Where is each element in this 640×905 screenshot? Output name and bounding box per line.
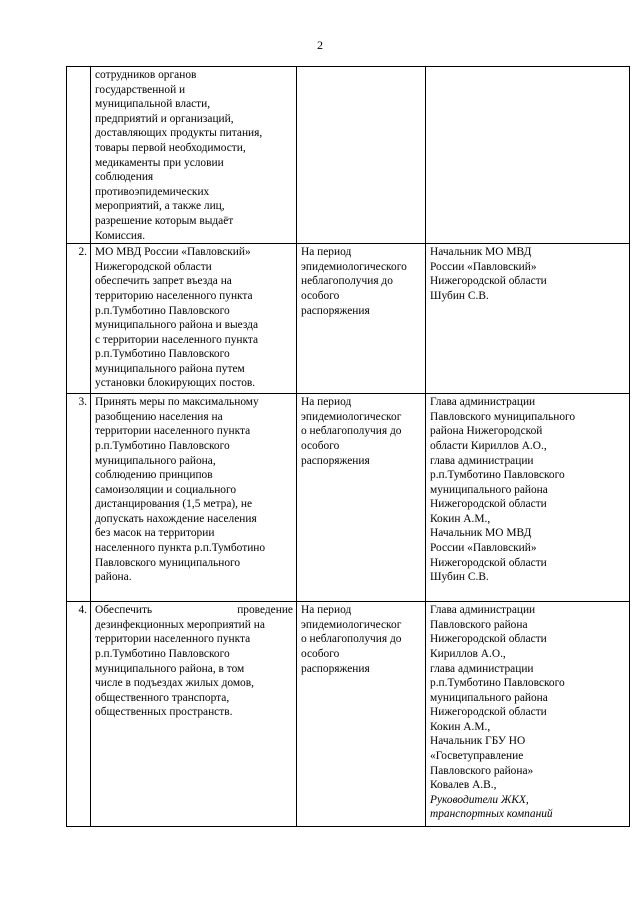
text-line: соблюдения [95, 171, 154, 184]
text-line: муниципального района, [95, 454, 216, 467]
text-line: На период [301, 396, 352, 409]
text-line: о неблагополучия до [301, 425, 402, 438]
table-row [67, 602, 630, 827]
text-line: соблюдению принципов [95, 469, 213, 482]
text-line: медикаменты при условии [95, 156, 224, 169]
text-line [95, 603, 293, 618]
text-line: особого [301, 439, 340, 452]
text-line: мероприятий, а также лиц, [95, 200, 225, 213]
text-line: эпидемиологического [301, 260, 407, 273]
term-cell [297, 244, 426, 394]
text-line: Нижегородской области [430, 498, 547, 511]
row-number: 4. [67, 602, 91, 827]
text-line: муниципального района [430, 691, 548, 704]
responsible-cell [426, 602, 630, 827]
text-line: Нижегородской области [430, 706, 547, 719]
text-line: Нижегородской области [430, 633, 547, 646]
text-line: предприятий и организаций, [95, 112, 234, 125]
measure-cell [91, 602, 297, 827]
text-line: муниципального района, в том [95, 662, 245, 675]
text-line: Шубин С.В. [430, 571, 489, 584]
text-line: р.п.Тумботино Павловского [95, 647, 230, 660]
text-line: Павловского района» [430, 764, 534, 777]
text-line: Глава администрации [430, 604, 536, 617]
text-line: р.п.Тумботино Павловского [430, 677, 565, 690]
text-line: допускать нахождение населения [95, 512, 257, 525]
text-line: обеспечить запрет въезда на [95, 275, 232, 288]
row-number [67, 67, 91, 244]
responsible-cell [426, 67, 630, 244]
text-line: Начальник ГБУ НО [430, 735, 526, 748]
text-line: дезинфекционных мероприятий на [95, 618, 265, 631]
text-line: Нижегородской области [430, 275, 547, 288]
text-line: р.п.Тумботино Павловского [430, 469, 565, 482]
row-number: 3. [67, 394, 91, 602]
text-line: муниципального района и выезда [95, 319, 258, 332]
text-line: Начальник МО МВД [430, 246, 532, 259]
text-line: распоряжения [301, 454, 370, 467]
text-line: общественных пространств. [95, 706, 233, 719]
text-line: Принять меры по максимальному [95, 396, 259, 409]
text-line: разобщению населения на [95, 410, 223, 423]
text-line: глава администрации [430, 454, 534, 467]
responsible-cell [426, 244, 630, 394]
measure-cell [91, 67, 297, 244]
text-line: Шубин С.В. [430, 289, 489, 302]
text-line: доставляющих продукты питания, [95, 127, 263, 140]
text-line: р.п.Тумботино Павловского [95, 348, 230, 361]
text-line: р.п.Тумботино Павловского [95, 439, 230, 452]
text-line: района Нижегородской [430, 425, 543, 438]
text-line: территорию населенного пункта [95, 289, 253, 302]
word: проведение [237, 604, 293, 617]
text-line: Кокин А.М., [430, 720, 491, 733]
text-line: глава администрации [430, 662, 534, 675]
text-line: Нижегородской области [95, 260, 212, 273]
text-line: противоэпидемических [95, 185, 210, 198]
text-line: без масок на территории [95, 527, 215, 540]
text-line: эпидемиологическог [301, 618, 402, 631]
text-line: территории населенного пункта [95, 425, 251, 438]
text-line: Павловского района [430, 618, 528, 631]
table-row [67, 67, 630, 244]
text-line: государственной и [95, 83, 186, 96]
text-line-italic: Руководители ЖКХ, [430, 793, 529, 806]
word: Обеспечить [95, 604, 153, 617]
text-line: о неблагополучия до [301, 633, 402, 646]
table-row [67, 244, 630, 394]
text-line: эпидемиологическог [301, 410, 402, 423]
text-line: Ковалев А.В., [430, 779, 497, 792]
text-line: МО МВД России «Павловский» [95, 246, 251, 259]
term-cell [297, 394, 426, 602]
text-line: Павловского муниципального [95, 556, 241, 569]
text-line: муниципальной власти, [95, 98, 211, 111]
text-line: распоряжения [301, 662, 370, 675]
text-line: общественного транспорта, [95, 691, 230, 704]
text-line: Нижегородской области [430, 556, 547, 569]
text-line: России «Павловский» [430, 260, 537, 273]
term-cell [297, 67, 426, 244]
term-cell [297, 602, 426, 827]
text-line: «Госветуправление [430, 750, 524, 763]
text-line: товары первой необходимости, [95, 141, 246, 154]
text-line: Павловского муниципального [430, 410, 576, 423]
table-row [67, 394, 630, 602]
page-number: 2 [317, 38, 323, 52]
text-line: Кокин А.М., [430, 512, 491, 525]
row-number: 2. [67, 244, 91, 394]
text-line: муниципального района путем [95, 362, 245, 375]
text-line: установки блокирующих постов. [95, 377, 256, 390]
text-line: неблагополучия до [301, 275, 393, 288]
responsible-cell [426, 394, 630, 602]
text-line: территории населенного пункта [95, 633, 251, 646]
text-line: дистанцирования (1,5 метра), не [95, 498, 253, 511]
measure-cell [91, 394, 297, 602]
text-line: области Кириллов А.О., [430, 439, 547, 452]
text-line: Глава администрации [430, 396, 536, 409]
text-line: особого [301, 647, 340, 660]
text-line: муниципального района [430, 483, 548, 496]
text-line: числе в подъездах жилых домов, [95, 677, 254, 690]
measures-table [66, 66, 630, 827]
text-line: На период [301, 246, 352, 259]
text-line: особого [301, 289, 340, 302]
text-line: Начальник МО МВД [430, 527, 532, 540]
text-line: распоряжения [301, 304, 370, 317]
text-line: сотрудников органов [95, 69, 197, 81]
text-line: самоизоляции и социального [95, 483, 237, 496]
text-line: Кириллов А.О., [430, 647, 506, 660]
text-line-italic: транспортных компаний [430, 808, 553, 821]
text-line: разрешение которым выдаёт [95, 214, 234, 227]
text-line: района. [95, 571, 132, 584]
text-line: России «Павловский» [430, 542, 537, 555]
text-line: На период [301, 604, 352, 617]
text-line: с территории населенного пункта [95, 333, 259, 346]
text-line: р.п.Тумботино Павловского [95, 304, 230, 317]
text-line: населенного пункта р.п.Тумботино [95, 542, 266, 555]
measure-cell [91, 244, 297, 394]
text-line: Комиссия. [95, 229, 146, 242]
